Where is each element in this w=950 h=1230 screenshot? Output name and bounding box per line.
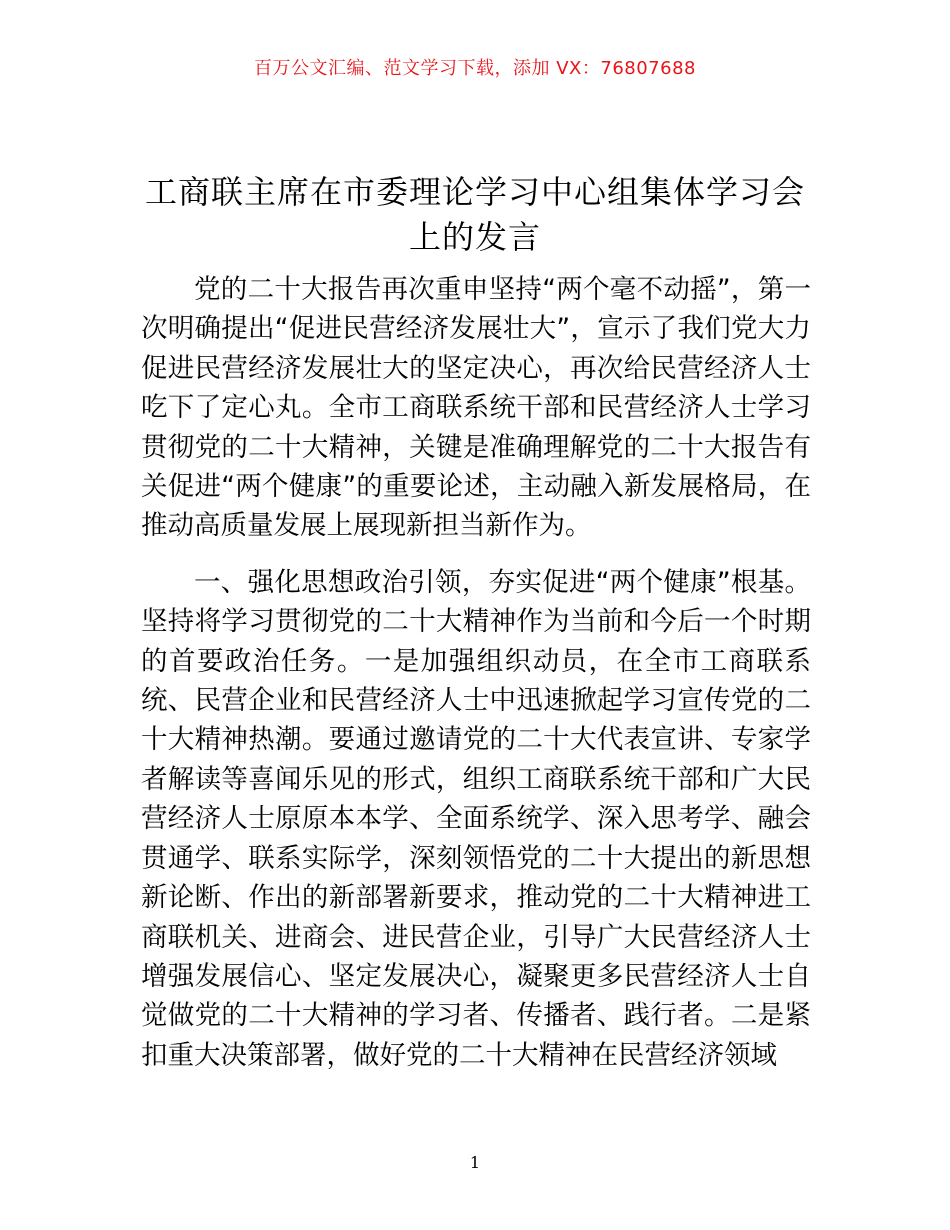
document-title: 工商联主席在市委理论学习中心组集体学习会上的发言 xyxy=(144,173,805,256)
page-number: 1 xyxy=(469,1153,481,1172)
paragraph-intro: 党的二十大报告再次重申坚持“两个毫不动摇”，第一次明确提出“促进民营经济发展壮大”，宣示了我们党大力促进民营经济发展壮大的坚定决心，再次给民营经济人士吃下了定心丸。全市工商联系统干部和民营经济人士学习贯彻党的二十大精神，关键是准确理解党的二十大报告有关促进“两个健康”的重要论述，主动融入新发展格局，在推动高质量发展上展现新担当新作为。 xyxy=(141,274,811,542)
header-notice: 百万公文汇编、范文学习下载，添加 VX：76807688 xyxy=(254,58,696,79)
document-body xyxy=(141,270,811,1075)
paragraph-section-one: 一、强化思想政治引领，夯实促进“两个健康”根基。坚持将学习贯彻党的二十大精神作为当前和今后一个时期的首要政治任务。一是加强组织动员，在全市工商联系统、民营企业和民营经济人士中迅速掀起学习宣传党的二十大精神热潮。要通过邀请党的二十大代表宣讲、专家学者解读等喜闻乐见的形式，组织工商联系统干部和广大民营经济人士原原本本学、全面系统学、深入思考学、融会贯通学、联系实际学，深刻领悟党的二十大提出的新思想新论断、作出的新部署新要求，推动党的二十大精神进工商联机关、进商会、进民营企业，引导广大民营经济人士增强发展信心、坚定发展决心，凝聚更多民营经济人士自觉做党的二十大精神的学习者、传播者、践行者。二是紧扣重大决策部署，做好党的二十大精神在民营经济领域 xyxy=(141,566,811,1071)
